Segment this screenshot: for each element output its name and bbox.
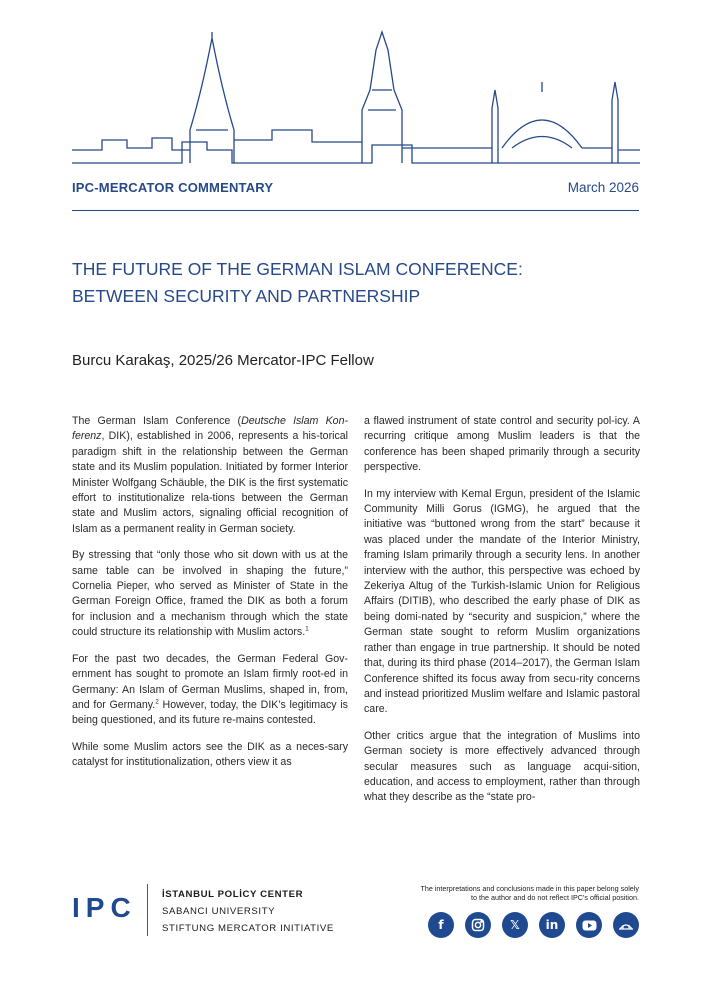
website-icon[interactable] — [613, 912, 639, 938]
istanbul-skyline-illustration — [72, 30, 640, 170]
body-column-right — [364, 414, 640, 817]
title-line-2: BETWEEN SECURITY AND PARTNERSHIP — [72, 286, 421, 306]
x-icon[interactable]: 𝕏 — [502, 912, 528, 938]
initiative-name: STIFTUNG MERCATOR INITIATIVE — [162, 923, 334, 934]
paragraph: Other critics argue that the integration of Muslims into German society is more effectively advanced through secular measures such as language acqui-sition, education, and access to employment, rather than through what they describe as the “state pro- — [364, 729, 640, 804]
author-byline: Burcu Karakaş, 2025/26 Mercator-IPC Fellow — [72, 352, 374, 369]
institution-block — [162, 886, 334, 937]
social-links — [428, 912, 639, 938]
logo-divider — [147, 884, 148, 936]
footnote-ref: 1 — [305, 625, 309, 633]
page-title — [72, 256, 632, 310]
ipc-logo: IPC — [72, 892, 137, 923]
paragraph: In my interview with Kemal Ergun, president of the Islamic Community Milli Gorus (IGMG), he argued that the initiative was “buttoned wrong from the start” because it was placed under the mandate of the Interior Ministry, framing Islam primarily through a security lens. In another interview with the author, this perspective was echoed by Zekeriya Altug of the Turkish-Islamic Union for Religious Affairs (DITIB), who described the early phase of DIK as being domi-nated by “security and suspicion,” where the German state sought to reform Muslim organizations rather than engage in true partnership. It should be noted that, during its third phase (2014–2017), the German Islam Conference shifted its focus away from secu-rity concerns and instead prioritized Muslim welfare and Islamic pastoral care. — [364, 487, 640, 716]
footer — [72, 884, 639, 944]
paragraph: For the past two decades, the German Federal Gov-ernment has sought to promote an Islam firmly root-ed in Germany: An Islam of German Muslims, shaped in, from, and for Germany.$^2$ However, today, the DIK’s legitimacy is being questioned, and its future re-mains contested. — [72, 652, 348, 727]
header-bar — [72, 180, 639, 195]
instagram-icon[interactable] — [465, 912, 491, 938]
footnote-ref: 2 — [155, 698, 159, 706]
paragraph: By stressing that “only those who sit down with us at the same table can be involved in shaping the future,” Cornelia Pieper, who served as Minister of State in the German Foreign Office, framed the DIK as both a forum for inclusion and a mechanism through which the state could structure its relationship with Muslim actors.$^1$ — [72, 549, 348, 639]
youtube-icon[interactable] — [576, 912, 602, 938]
paragraph: a flawed instrument of state control and security pol-icy. A recurring critique among Muslim leaders is that the conference has been shaped primarily through a security perspective. — [364, 415, 640, 474]
disclaimer: The interpretations and conclusions made in this paper belong solely to the author and do not reflect IPC’s official position. — [420, 884, 639, 903]
paragraph: The German Islam Conference (Deutsche Islam Kon-ferenz, DIK), established in 2006, represents a his-torical paradigm shift in the relationship between the German state and its Muslim population. Initiated by former Interior Minister Wolfgang Schäuble, the DIK is the first systematic effort to institutionalize rela-tions between the German state and Muslim actors, signaling official recognition of Islam as a permanent reality in German society. — [72, 415, 348, 535]
paragraph: While some Muslim actors see the DIK as a neces-sary catalyst for institutionalization, others view it as — [72, 740, 348, 769]
body-column-left — [72, 414, 348, 782]
linkedin-icon[interactable]: in — [539, 912, 565, 938]
german-term: Deutsche Islam Kon-ferenz — [72, 415, 348, 443]
facebook-icon[interactable]: f — [428, 912, 454, 938]
header-divider — [72, 210, 639, 211]
university-name: SABANCI UNIVERSITY — [162, 906, 276, 917]
institution-name: İSTANBUL POLİCY CENTER — [162, 889, 304, 900]
publication-date: March 2026 — [567, 180, 639, 195]
title-line-1: THE FUTURE OF THE GERMAN ISLAM CONFERENCE: — [72, 259, 523, 279]
series-label: IPC-MERCATOR COMMENTARY — [72, 180, 274, 195]
